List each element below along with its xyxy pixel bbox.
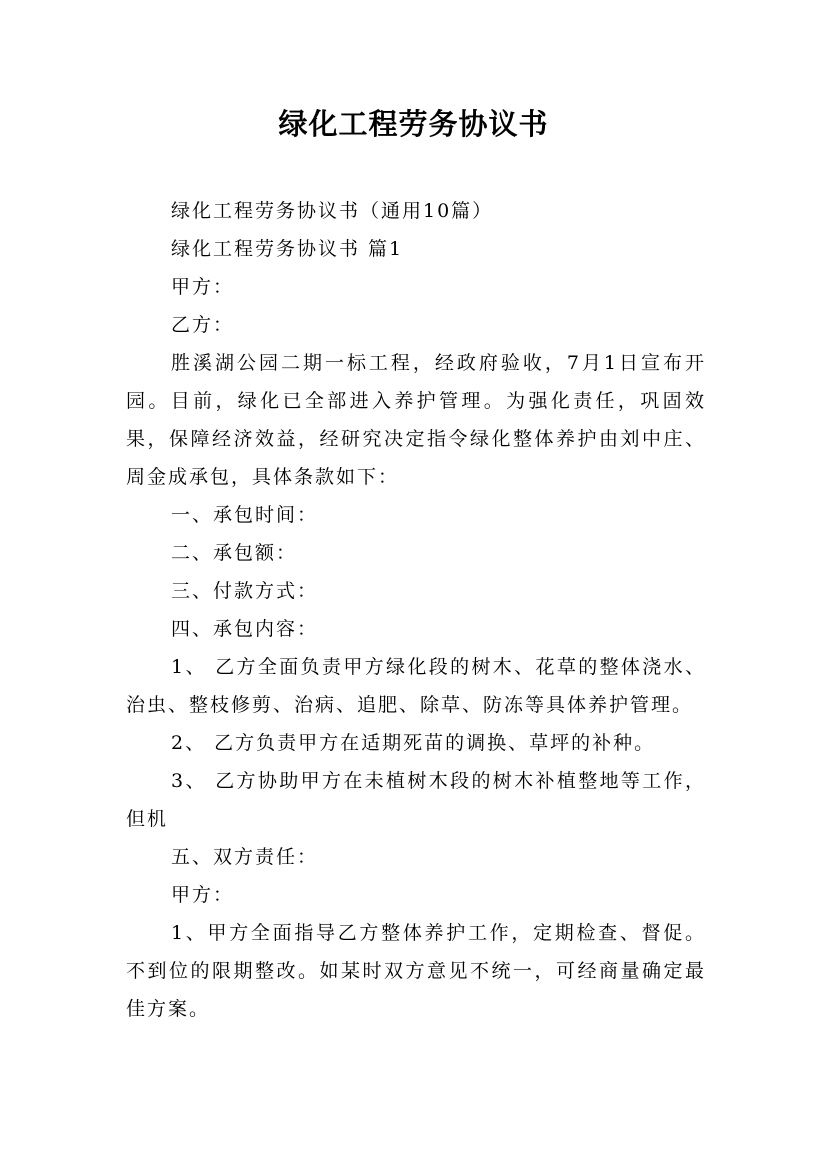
document-body <box>126 192 706 1028</box>
paragraph-responsibilities: 五、双方责任： <box>171 846 319 868</box>
paragraph-subtitle: 绿化工程劳务协议书（通用10篇） <box>171 200 494 222</box>
paragraph-section-heading: 绿化工程劳务协议书 篇1 <box>171 238 404 260</box>
paragraph-content-item-2: 2、 乙方负责甲方在适期死苗的调换、草坪的补种。 <box>171 732 656 754</box>
paragraph-party-a-heading: 甲方： <box>171 884 235 906</box>
paragraph-contract-amount: 二、承包额： <box>171 542 298 564</box>
document-title: 绿化工程劳务协议书 <box>278 107 549 141</box>
paragraph-content-item-1: 1、 乙方全面负责甲方绿化段的树木、花草的整体浇水、治虫、整枝修剪、治病、追肥、除草、防冻等具体养护管理。 <box>126 656 706 716</box>
paragraph-content-item-3: 3、 乙方协助甲方在未植树木段的树木补植整地等工作，但机 <box>126 770 706 830</box>
paragraph-party-a: 甲方： <box>171 276 235 298</box>
paragraph-party-a-item-1: 1、甲方全面指导乙方整体养护工作，定期检查、督促。不到位的限期整改。如某时双方意见不统一，可经商量确定最佳方案。 <box>126 922 706 1020</box>
paragraph-contract-period: 一、承包时间： <box>171 504 319 526</box>
paragraph-party-b: 乙方： <box>171 314 235 336</box>
paragraph-payment-method: 三、付款方式： <box>171 580 319 602</box>
paragraph-contract-content: 四、承包内容： <box>171 618 319 640</box>
paragraph-intro: 胜溪湖公园二期一标工程，经政府验收，7月1日宣布开园。目前，绿化已全部进入养护管理。为强化责任，巩固效果，保障经济效益，经研究决定指令绿化整体养护由刘中庄、周金成承包，具体条款如下： <box>126 352 706 488</box>
